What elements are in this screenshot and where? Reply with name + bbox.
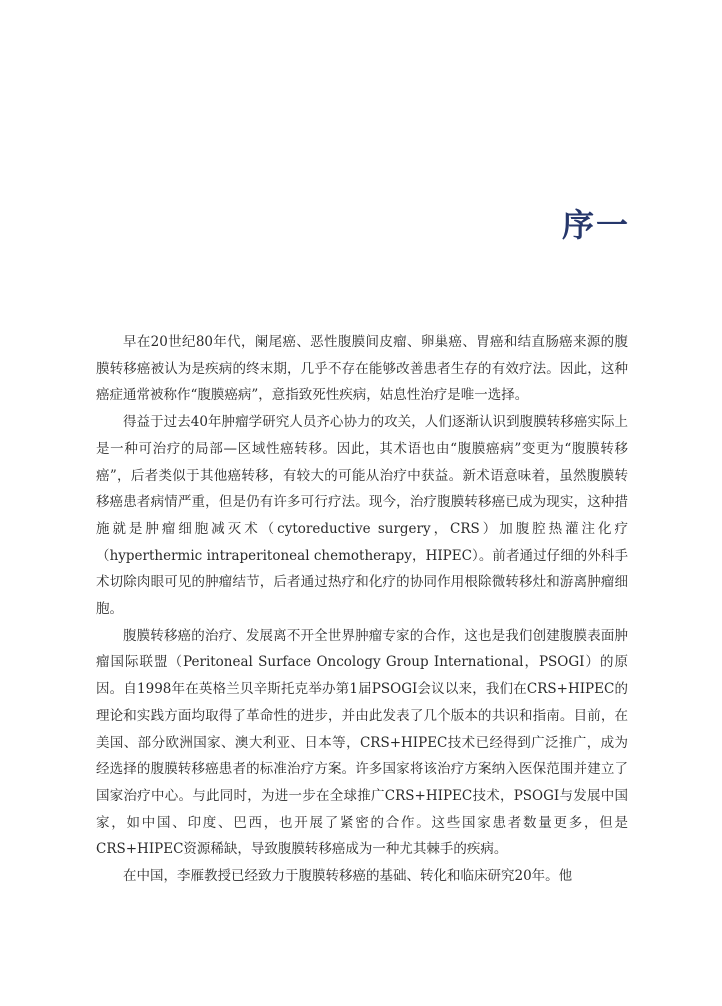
paragraph-1: 早在20世纪80年代，阑尾癌、恶性腹膜间皮瘤、卵巢癌、胃癌和结直肠癌来源的腹膜转移癌被认为是疾病的终末期，几乎不存在能够改善患者生存的有效疗法。因此，这种癌症通常被称作“腹膜癌病”，意指致死性疾病，姑息性治疗是唯一选择。	[96, 334, 628, 404]
paragraph-2: 得益于过去40年肿瘤学研究人员齐心协力的攻关，人们逐渐认识到腹膜转移癌实际上是一种可治疗的局部—区域性癌转移。因此，其术语也由“腹膜癌病”变更为“腹膜转移癌”，后者类似于其他癌转移，有较大的可能从治疗中获益。新术语意味着，虽然腹膜转移癌患者病情严重，但是仍有许多可行疗法。现今，治疗腹膜转移癌已成为现实，这种措施就是肿瘤细胞减灭术（cytoreductive surgery，CRS）加腹腔热灌注化疗（hyperthermic intraperitoneal chemotherapy，HIPEC）。前者通过仔细的外科手术切除肉眼可见的肿瘤结节，后者通过热疗和化疗的协同作用根除微转移灶和游离肿瘤细胞。	[96, 414, 628, 618]
page-title: 序一	[561, 206, 630, 244]
body-text	[96, 329, 628, 890]
paragraph-3: 腹膜转移癌的治疗、发展离不开全世界肿瘤专家的合作，这也是我们创建腹膜表面肿瘤国际联盟（Peritoneal Surface Oncology Group International，PSOGI）的原因。自1998年在英格兰贝辛斯托克举办第1届PSOGI会议以来，我们在CRS+HIPEC的理论和实践方面均取得了革命性的进步，并由此发表了几个版本的共识和指南。目前，在美国、部分欧洲国家、澳大利亚、日本等，CRS+HIPEC技术已经得到广泛推广，成为经选择的腹膜转移癌患者的标准治疗方案。许多国家将该治疗方案纳入医保范围并建立了国家治疗中心。与此同时，为进一步在全球推广CRS+HIPEC技术，PSOGI与发展中国家，如中国、印度、巴西，也开展了紧密的合作。这些国家患者数量更多，但是CRS+HIPEC资源稀缺，导致腹膜转移癌成为一种尤其棘手的疾病。	[96, 627, 628, 858]
paragraph-4: 在中国，李雁教授已经致力于腹膜转移癌的基础、转化和临床研究20年。他	[123, 868, 573, 885]
